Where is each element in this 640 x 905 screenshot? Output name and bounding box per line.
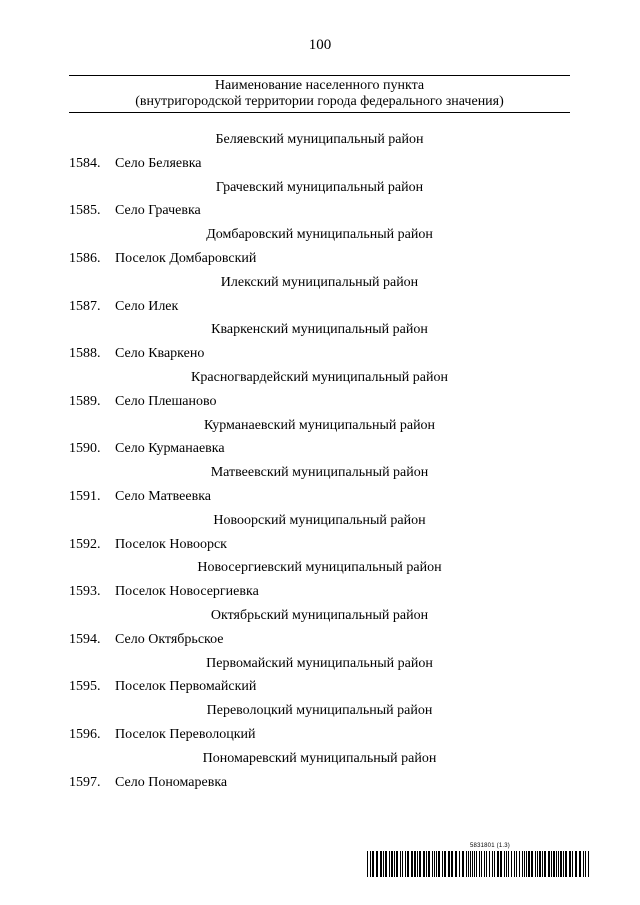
barcode-bar bbox=[553, 851, 555, 877]
list-item bbox=[69, 771, 570, 795]
list-item bbox=[69, 199, 570, 223]
settlement-name: Поселок Новоорск bbox=[115, 536, 227, 552]
list-item bbox=[69, 247, 570, 271]
table-header bbox=[69, 75, 570, 113]
barcode-bar bbox=[380, 851, 382, 877]
barcode-bar bbox=[426, 851, 427, 877]
list-group bbox=[69, 509, 570, 557]
barcode-bar bbox=[522, 851, 523, 877]
barcode-bar bbox=[459, 851, 460, 877]
list-group bbox=[69, 318, 570, 366]
list-group bbox=[69, 747, 570, 795]
barcode-bar bbox=[372, 851, 374, 877]
barcode-bar bbox=[508, 851, 509, 877]
list-group bbox=[69, 652, 570, 700]
item-number: 1584. bbox=[69, 155, 101, 171]
barcode-bar bbox=[492, 851, 493, 877]
barcode-bar bbox=[583, 851, 584, 877]
barcode-bar bbox=[389, 851, 390, 877]
barcode-bar bbox=[396, 851, 398, 877]
barcode-bar bbox=[484, 851, 485, 877]
settlement-name: Село Матвеевка bbox=[115, 488, 211, 504]
barcode-bar bbox=[423, 851, 425, 877]
page-number: 100 bbox=[308, 37, 332, 53]
barcode bbox=[367, 851, 591, 877]
district-heading: Новоорский муниципальный район bbox=[213, 512, 426, 528]
barcode-bar bbox=[411, 851, 413, 877]
barcode-bar bbox=[539, 851, 541, 877]
district-heading: Пономаревский муниципальный район bbox=[202, 750, 437, 766]
barcode-bar bbox=[383, 851, 384, 877]
list-item bbox=[69, 152, 570, 176]
barcode-bar bbox=[535, 851, 536, 877]
barcode-bar bbox=[489, 851, 490, 877]
barcode-bar bbox=[504, 851, 505, 877]
barcode-bar bbox=[519, 851, 520, 877]
barcode-bar bbox=[394, 851, 395, 877]
barcode-bar bbox=[542, 851, 543, 877]
district-heading: Беляевский муниципальный район bbox=[215, 132, 424, 147]
item-number: 1587. bbox=[69, 298, 101, 314]
barcode-bar bbox=[526, 851, 527, 877]
district-heading: Переволоцкий муниципальный район bbox=[206, 703, 433, 719]
barcode-bar bbox=[468, 851, 469, 877]
settlement-list bbox=[69, 128, 570, 794]
item-number: 1586. bbox=[69, 250, 101, 266]
barcode-bar bbox=[407, 851, 409, 877]
header-line-1: Наименование населенного пункта bbox=[214, 78, 425, 93]
barcode-bar bbox=[569, 851, 571, 877]
barcode-bar bbox=[367, 851, 368, 877]
settlement-name: Село Илек bbox=[115, 298, 179, 314]
barcode-bar bbox=[428, 851, 430, 877]
barcode-bar bbox=[466, 851, 467, 877]
list-group bbox=[69, 556, 570, 604]
item-number: 1597. bbox=[69, 774, 101, 790]
barcode-bar bbox=[486, 851, 487, 877]
barcode-bar bbox=[448, 851, 450, 877]
district-heading: Грачевский муниципальный район bbox=[215, 179, 424, 195]
item-number: 1589. bbox=[69, 393, 101, 409]
item-number: 1595. bbox=[69, 679, 101, 695]
barcode-bar bbox=[558, 851, 559, 877]
item-number: 1590. bbox=[69, 441, 101, 457]
district-heading: Первомайский муниципальный район bbox=[206, 655, 433, 671]
barcode-bar bbox=[537, 851, 538, 877]
barcode-bar bbox=[470, 851, 471, 877]
barcode-bar bbox=[391, 851, 393, 877]
barcode-bar bbox=[385, 851, 387, 877]
list-item bbox=[69, 342, 570, 366]
settlement-name: Село Плешаново bbox=[115, 393, 217, 409]
settlement-name: Поселок Новосергиевка bbox=[115, 584, 259, 600]
barcode-bar bbox=[575, 851, 577, 877]
list-group bbox=[69, 271, 570, 319]
list-item bbox=[69, 295, 570, 319]
barcode-bar bbox=[476, 851, 477, 877]
list-group bbox=[69, 414, 570, 462]
barcode-bar bbox=[572, 851, 573, 877]
list-group bbox=[69, 699, 570, 747]
settlement-name: Село Курманаевка bbox=[115, 441, 225, 457]
list-group bbox=[69, 461, 570, 509]
barcode-bar bbox=[506, 851, 507, 877]
barcode-bar bbox=[370, 851, 371, 877]
barcode-bar bbox=[514, 851, 515, 877]
settlement-name: Село Кваркено bbox=[115, 346, 205, 362]
barcode-bar bbox=[442, 851, 443, 877]
list-item bbox=[69, 580, 570, 604]
list-group bbox=[69, 223, 570, 271]
list-item bbox=[69, 390, 570, 414]
settlement-name: Село Грачевка bbox=[115, 203, 201, 219]
barcode-bar bbox=[531, 851, 533, 877]
item-number: 1593. bbox=[69, 584, 101, 600]
list-item bbox=[69, 628, 570, 652]
barcode-bar bbox=[451, 851, 453, 877]
barcode-bar bbox=[556, 851, 557, 877]
item-number: 1592. bbox=[69, 536, 101, 552]
barcode-bar bbox=[588, 851, 589, 877]
district-heading: Красногвардейский муниципальный район bbox=[191, 369, 448, 385]
barcode-bar bbox=[400, 851, 401, 877]
barcode-bar bbox=[548, 851, 550, 877]
header-line-2: (внутригородской территории города федерального значения) bbox=[135, 94, 504, 109]
barcode-bar bbox=[563, 851, 564, 877]
barcode-bar bbox=[472, 851, 473, 877]
barcode-bar bbox=[528, 851, 530, 877]
barcode-bar bbox=[494, 851, 495, 877]
barcode-bar bbox=[405, 851, 406, 877]
barcode-bar bbox=[402, 851, 403, 877]
list-item bbox=[69, 675, 570, 699]
barcode-bar bbox=[524, 851, 525, 877]
district-heading: Домбаровский муниципальный район bbox=[206, 227, 433, 243]
list-item bbox=[69, 437, 570, 461]
district-heading: Кваркенский муниципальный район bbox=[211, 322, 428, 338]
barcode-bar bbox=[444, 851, 446, 877]
barcode-bar bbox=[551, 851, 552, 877]
settlement-name: Село Октябрьское bbox=[115, 631, 224, 647]
barcode-bar bbox=[544, 851, 546, 877]
barcode-bar bbox=[565, 851, 567, 877]
district-heading: Матвеевский муниципальный район bbox=[210, 465, 429, 481]
settlement-name: Поселок Первомайский bbox=[115, 679, 257, 695]
item-number: 1588. bbox=[69, 346, 101, 362]
barcode-bar bbox=[560, 851, 562, 877]
barcode-bar bbox=[516, 851, 517, 877]
barcode-bar bbox=[474, 851, 475, 877]
barcode-bar bbox=[479, 851, 480, 877]
barcode-bar bbox=[432, 851, 433, 877]
settlement-name: Поселок Переволоцкий bbox=[115, 726, 256, 742]
barcode-bar bbox=[585, 851, 586, 877]
barcode-bar bbox=[497, 851, 499, 877]
list-item bbox=[69, 723, 570, 747]
district-heading: Илекский муниципальный район bbox=[220, 274, 419, 290]
barcode-bar bbox=[376, 851, 378, 877]
barcode-bar bbox=[500, 851, 502, 877]
barcode-bar bbox=[511, 851, 512, 877]
barcode-bar bbox=[462, 851, 464, 877]
settlement-name: Село Пономаревка bbox=[115, 774, 228, 790]
barcode-bar bbox=[419, 851, 421, 877]
item-number: 1585. bbox=[69, 203, 101, 219]
list-item bbox=[69, 485, 570, 509]
list-group bbox=[69, 604, 570, 652]
barcode-bar bbox=[414, 851, 416, 877]
barcode-bar bbox=[579, 851, 581, 877]
district-heading: Октябрьский муниципальный район bbox=[210, 607, 429, 623]
settlement-name: Село Беляевка bbox=[115, 155, 202, 171]
barcode-label: 5831801 (1.3) bbox=[470, 843, 510, 849]
item-number: 1591. bbox=[69, 488, 101, 504]
barcode-bar bbox=[438, 851, 440, 877]
district-heading: Новосергиевский муниципальный район bbox=[197, 560, 442, 576]
list-item bbox=[69, 533, 570, 557]
barcode-bar bbox=[455, 851, 457, 877]
list-group bbox=[69, 366, 570, 414]
barcode-bar bbox=[481, 851, 482, 877]
item-number: 1594. bbox=[69, 631, 101, 647]
barcode-bar bbox=[436, 851, 437, 877]
item-number: 1596. bbox=[69, 726, 101, 742]
barcode-bar bbox=[417, 851, 418, 877]
barcode-bar bbox=[434, 851, 435, 877]
district-heading: Курманаевский муниципальный район bbox=[203, 417, 436, 433]
list-group bbox=[69, 128, 570, 176]
list-group bbox=[69, 176, 570, 224]
settlement-name: Поселок Домбаровский bbox=[115, 250, 257, 266]
